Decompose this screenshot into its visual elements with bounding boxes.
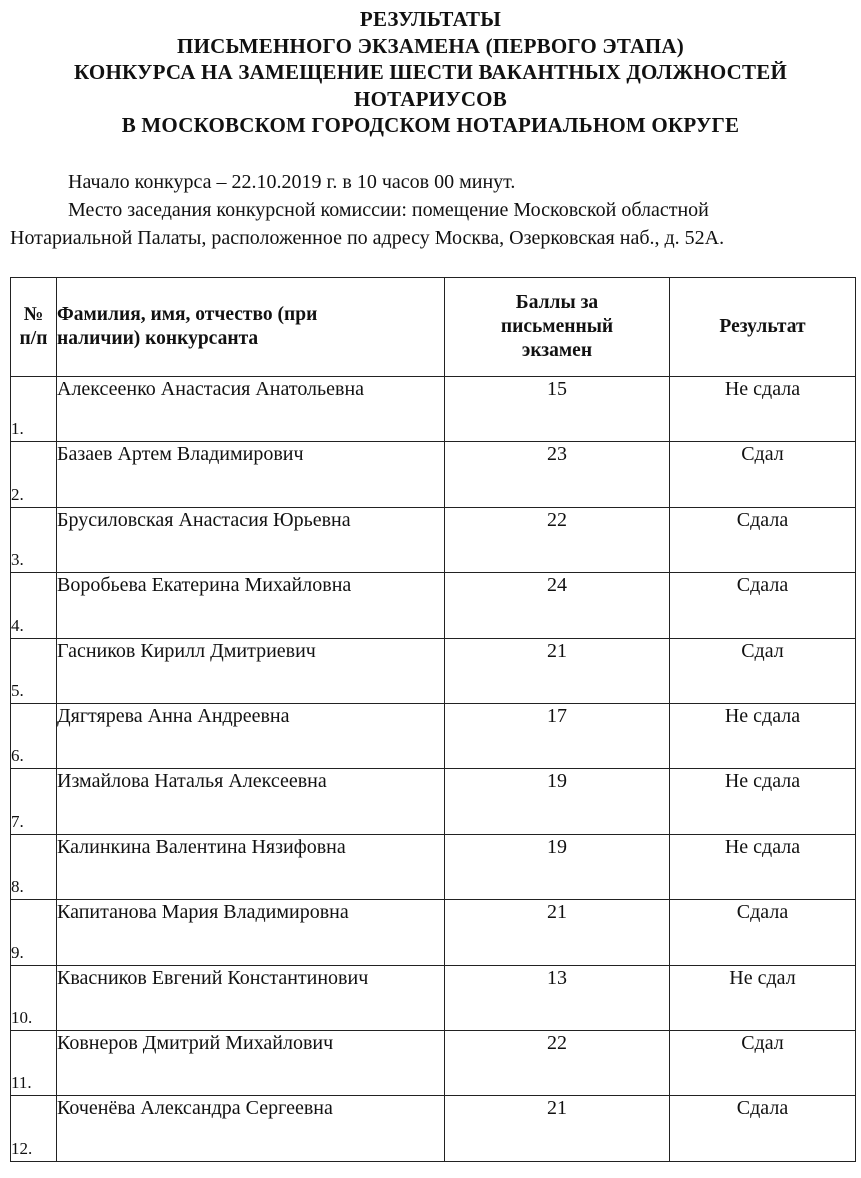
row-number: 12.	[11, 1096, 57, 1161]
heading-line-1: РЕЗУЛЬТАТЫ	[359, 7, 502, 31]
heading-line-2: ПИСЬМЕННОГО ЭКЗАМЕНА (ПЕРВОГО ЭТАПА)	[177, 33, 684, 58]
exam-result: Сдала	[670, 507, 856, 572]
exam-result: Сдал	[670, 1030, 856, 1095]
header-number	[11, 278, 57, 377]
header-name-line-2: наличии) конкурсанта	[57, 328, 259, 349]
table-row	[11, 638, 856, 703]
row-number: 10.	[11, 965, 57, 1030]
row-number: 6.	[11, 703, 57, 768]
candidate-name: Базаев Артем Владимирович	[57, 442, 445, 507]
exam-result: Не сдала	[670, 834, 856, 899]
heading-line-4: НОТАРИУСОВ	[354, 86, 507, 111]
exam-score: 17	[445, 703, 670, 768]
candidate-name: Брусиловская Анастасия Юрьевна	[57, 507, 445, 572]
candidate-name: Дягтярева Анна Андреевна	[57, 703, 445, 768]
row-number: 11.	[11, 1030, 57, 1095]
results-table	[10, 277, 856, 1162]
exam-result: Сдал	[670, 638, 856, 703]
exam-result: Не сдала	[670, 377, 856, 442]
exam-score: 22	[445, 1030, 670, 1095]
candidate-name: Капитанова Мария Владимировна	[57, 900, 445, 965]
exam-score: 19	[445, 834, 670, 899]
header-result: Результат	[670, 278, 856, 377]
row-number: 7.	[11, 769, 57, 834]
exam-result: Сдал	[670, 442, 856, 507]
table-row	[11, 1096, 856, 1161]
exam-score: 24	[445, 573, 670, 638]
header-score-line-2: письменный	[500, 316, 614, 337]
exam-score: 22	[445, 507, 670, 572]
table-row	[11, 769, 856, 834]
exam-result: Сдала	[670, 900, 856, 965]
exam-result: Не сдала	[670, 769, 856, 834]
row-number: 8.	[11, 834, 57, 899]
header-name	[57, 278, 445, 377]
header-number-line-1: №	[23, 304, 44, 325]
table-header-row	[11, 278, 856, 377]
candidate-name: Воробьева Екатерина Михайловна	[57, 573, 445, 638]
table-row	[11, 900, 856, 965]
exam-result: Сдала	[670, 573, 856, 638]
exam-score: 21	[445, 900, 670, 965]
intro-paragraph	[10, 168, 855, 252]
row-number: 4.	[11, 573, 57, 638]
contest-start-text: Начало конкурса – 22.10.2019 г. в 10 часов 00 минут.	[68, 171, 516, 193]
header-score-line-1: Баллы за	[515, 292, 599, 313]
header-score-line-3: экзамен	[521, 340, 593, 361]
row-number: 1.	[11, 377, 57, 442]
venue-text-line-1: Место заседания конкурсной комиссии: помещение Московской областной	[68, 199, 709, 221]
exam-score: 13	[445, 965, 670, 1030]
table-row	[11, 965, 856, 1030]
table-row	[11, 573, 856, 638]
exam-score: 15	[445, 377, 670, 442]
candidate-name: Алексеенко Анастасия Анатольевна	[57, 377, 445, 442]
candidate-name: Ковнеров Дмитрий Михайлович	[57, 1030, 445, 1095]
heading-line-3: КОНКУРСА НА ЗАМЕЩЕНИЕ ШЕСТИ ВАКАНТНЫХ ДОЛЖНОСТЕЙ	[74, 60, 787, 84]
header-name-line-1: Фамилия, имя, отчество (при	[57, 304, 318, 325]
header-score	[445, 278, 670, 377]
candidate-name: Гасников Кирилл Дмитриевич	[57, 638, 445, 703]
header-number-line-2: п/п	[19, 328, 48, 349]
candidate-name: Измайлова Наталья Алексеевна	[57, 769, 445, 834]
exam-score: 23	[445, 442, 670, 507]
table-row	[11, 834, 856, 899]
table-row	[11, 507, 856, 572]
table-row	[11, 1030, 856, 1095]
candidate-name: Коченёва Александра Сергеевна	[57, 1096, 445, 1161]
table-row	[11, 703, 856, 768]
row-number: 3.	[11, 507, 57, 572]
table-row	[11, 377, 856, 442]
table-row	[11, 442, 856, 507]
row-number: 2.	[11, 442, 57, 507]
candidate-name: Квасников Евгений Константинович	[57, 965, 445, 1030]
exam-score: 19	[445, 769, 670, 834]
exam-result: Не сдала	[670, 703, 856, 768]
exam-score: 21	[445, 1096, 670, 1161]
exam-result: Сдала	[670, 1096, 856, 1161]
row-number: 5.	[11, 638, 57, 703]
heading-line-5: В МОСКОВСКОМ ГОРОДСКОМ НОТАРИАЛЬНОМ ОКРУГЕ	[121, 113, 740, 137]
row-number: 9.	[11, 900, 57, 965]
document-heading	[0, 6, 861, 139]
venue-text-line-2: Нотариальной Палаты, расположенное по адресу Москва, Озерковская наб., д. 52А.	[10, 227, 725, 249]
candidate-name: Калинкина Валентина Нязифовна	[57, 834, 445, 899]
exam-result: Не сдал	[670, 965, 856, 1030]
exam-score: 21	[445, 638, 670, 703]
